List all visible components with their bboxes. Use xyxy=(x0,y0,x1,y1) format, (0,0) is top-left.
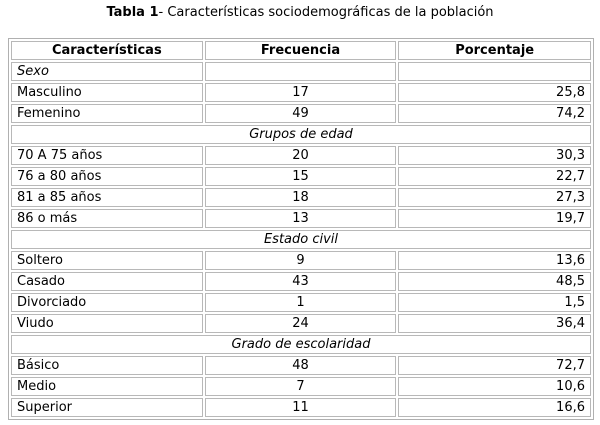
row-frequency: 9 xyxy=(205,251,397,270)
row-label: Básico xyxy=(11,356,203,375)
row-label: Viudo xyxy=(11,314,203,333)
row-percentage: 48,5 xyxy=(398,272,591,291)
table-row xyxy=(11,83,591,102)
row-percentage: 74,2 xyxy=(398,104,591,123)
header-characteristics: Características xyxy=(11,41,203,60)
section-row xyxy=(11,62,591,81)
table-row xyxy=(11,377,591,396)
row-label: Soltero xyxy=(11,251,203,270)
row-label: Superior xyxy=(11,398,203,417)
row-percentage: 72,7 xyxy=(398,356,591,375)
row-frequency: 43 xyxy=(205,272,397,291)
header-frequency: Frecuencia xyxy=(205,41,397,60)
row-label: Divorciado xyxy=(11,293,203,312)
section-title: Estado civil xyxy=(11,230,591,249)
row-percentage: 10,6 xyxy=(398,377,591,396)
row-percentage: 13,6 xyxy=(398,251,591,270)
table-row xyxy=(11,314,591,333)
row-frequency: 20 xyxy=(205,146,397,165)
table-caption xyxy=(0,5,600,21)
row-label: 70 A 75 años xyxy=(11,146,203,165)
table-row xyxy=(11,356,591,375)
row-percentage: 19,7 xyxy=(398,209,591,228)
row-frequency: 13 xyxy=(205,209,397,228)
row-percentage: 36,4 xyxy=(398,314,591,333)
empty-cell xyxy=(205,62,397,81)
row-percentage: 27,3 xyxy=(398,188,591,207)
section-title: Sexo xyxy=(11,62,203,81)
table-row xyxy=(11,209,591,228)
row-label: 86 o más xyxy=(11,209,203,228)
row-frequency: 17 xyxy=(205,83,397,102)
row-label: 76 a 80 años xyxy=(11,167,203,186)
row-label: Masculino xyxy=(11,83,203,102)
row-frequency: 48 xyxy=(205,356,397,375)
row-frequency: 49 xyxy=(205,104,397,123)
table-body xyxy=(11,62,591,417)
empty-cell xyxy=(398,62,591,81)
row-percentage: 22,7 xyxy=(398,167,591,186)
row-label: 81 a 85 años xyxy=(11,188,203,207)
header-percentage: Porcentaje xyxy=(398,41,591,60)
table-row xyxy=(11,104,591,123)
row-percentage: 16,6 xyxy=(398,398,591,417)
table-row xyxy=(11,146,591,165)
row-frequency: 11 xyxy=(205,398,397,417)
row-percentage: 1,5 xyxy=(398,293,591,312)
row-label: Medio xyxy=(11,377,203,396)
section-row xyxy=(11,125,591,144)
table-caption-text: - Características sociodemográficas de la población xyxy=(158,5,494,20)
table-row xyxy=(11,293,591,312)
section-row xyxy=(11,335,591,354)
row-frequency: 18 xyxy=(205,188,397,207)
table-row xyxy=(11,398,591,417)
row-frequency: 24 xyxy=(205,314,397,333)
table-row xyxy=(11,272,591,291)
section-row xyxy=(11,230,591,249)
row-percentage: 30,3 xyxy=(398,146,591,165)
row-frequency: 7 xyxy=(205,377,397,396)
section-title: Grupos de edad xyxy=(11,125,591,144)
table-row xyxy=(11,167,591,186)
header-row xyxy=(11,41,591,60)
row-label: Femenino xyxy=(11,104,203,123)
sociodemographic-table xyxy=(8,38,594,420)
section-title: Grado de escolaridad xyxy=(11,335,591,354)
row-frequency: 1 xyxy=(205,293,397,312)
row-percentage: 25,8 xyxy=(398,83,591,102)
table-row xyxy=(11,251,591,270)
row-label: Casado xyxy=(11,272,203,291)
row-frequency: 15 xyxy=(205,167,397,186)
table-row xyxy=(11,188,591,207)
table-caption-label: Tabla 1 xyxy=(106,5,159,20)
